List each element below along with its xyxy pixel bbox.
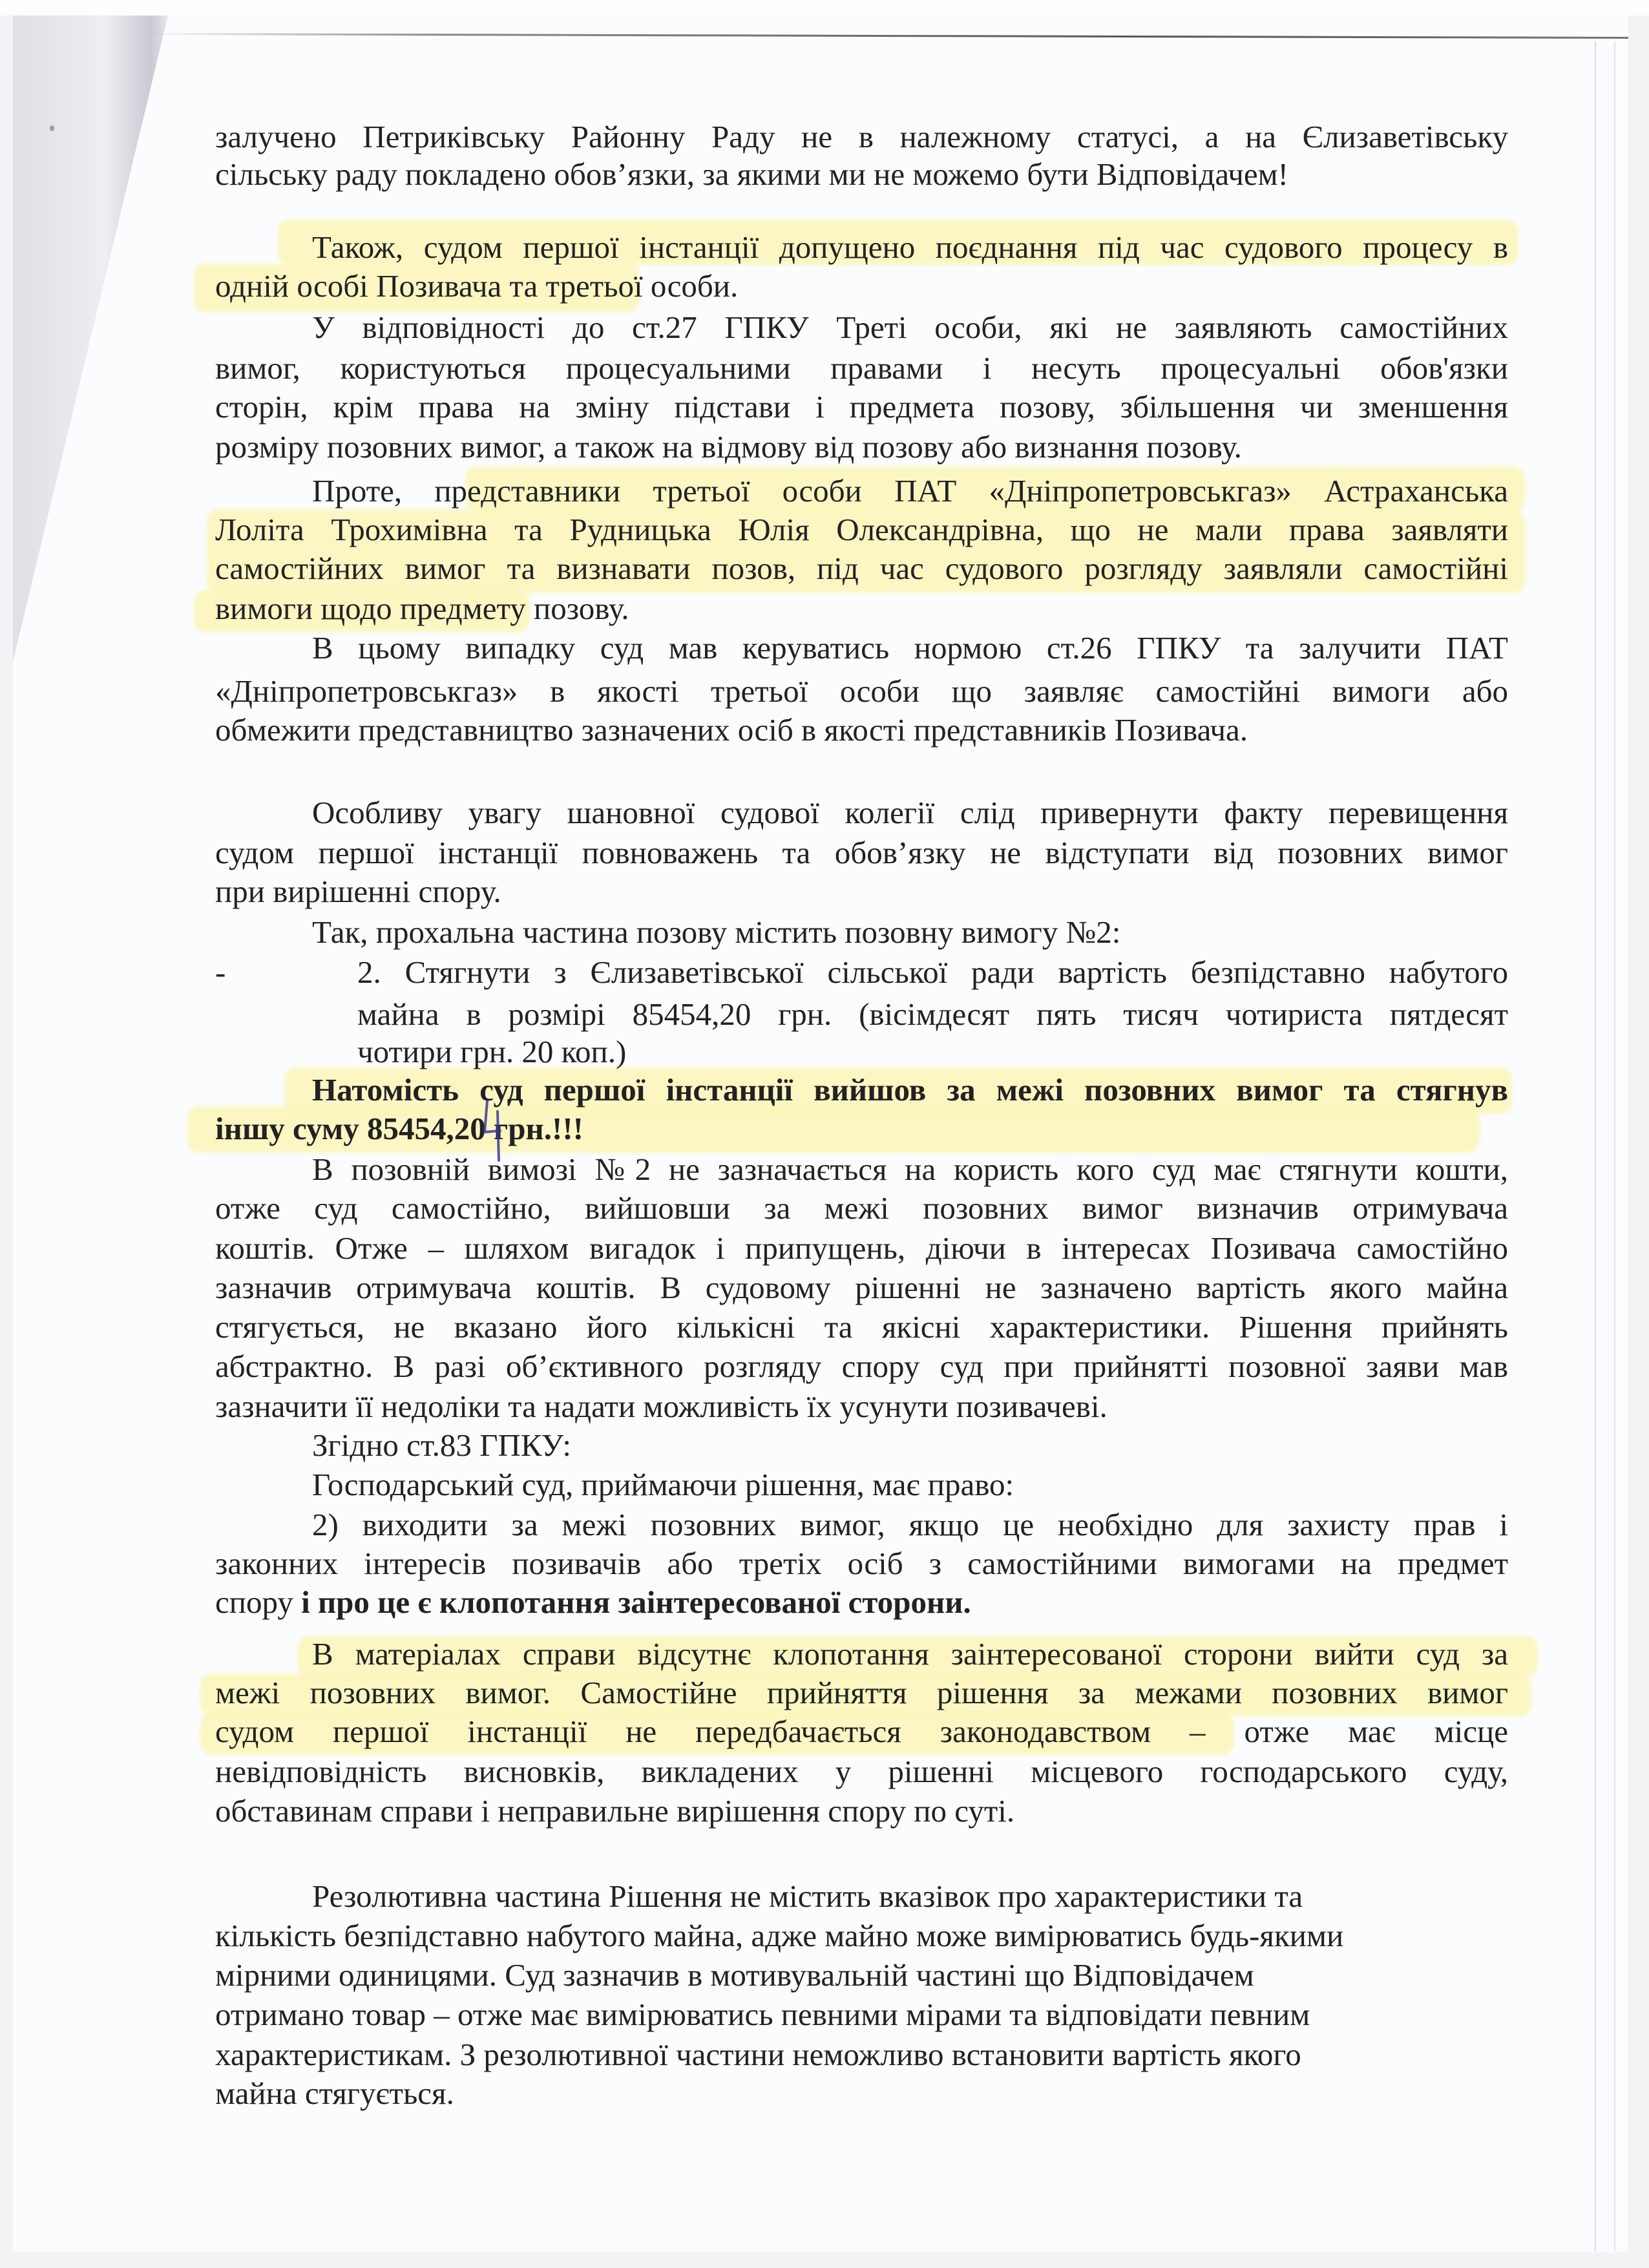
text-line: Резолютивна частина Рішення не містить вказівок про характеристики та	[312, 1878, 1303, 1914]
text-line: залучено Петриківську Районну Раду не в належному статусі, а на Єлизаветівську	[215, 119, 1508, 154]
text-run: спору	[215, 1584, 293, 1620]
text-line: абстрактно. В разі об’єктивного розгляду спору суд при прийнятті позовної заяви мав	[215, 1349, 1508, 1384]
text-line: «Дніпропетровськгаз» в якості третьої особи що заявляє самостійні вимоги або	[215, 673, 1508, 709]
scan-border-top	[0, 0, 1649, 16]
emphasis-line: Натомість суд першої інстанції вийшов за межі позовних вимог та стягнув	[312, 1072, 1508, 1108]
list-bullet: -	[215, 954, 226, 990]
scan-speck	[50, 125, 54, 131]
text-line: кількість безпідставно набутого майна, адже майно може вимірюватись будь-якими	[215, 1918, 1344, 1953]
list-item-text: майна в розмірі 85454,20 грн. (вісімдесят пять тисяч чотириста пятдесят	[357, 996, 1508, 1032]
list-item-text: чотири грн. 20 коп.)	[357, 1034, 627, 1069]
text-line: 2) виходити за межі позовних вимог, якщо це необхідно для захисту прав і	[312, 1507, 1508, 1542]
text-line: законних інтересів позивачів або третіх осіб з самостійними вимогами на предмет	[215, 1546, 1508, 1581]
text-line: отримано товар – отже має вимірюватись певними мірами та відповідати певним	[215, 1997, 1310, 2032]
text-line: судом першої інстанції не передбачається законодавством – отже має місце	[215, 1714, 1508, 1749]
text-line: характеристикам. З резолютивної частини неможливо встановити вартість якого	[215, 2037, 1301, 2072]
text-line: зазначив отримувача коштів. В судовому рішенні не зазначено вартість якого майна	[215, 1270, 1508, 1305]
text-line: Лоліта Трохимівна та Рудницька Юлія Олександрівна, що не мали права заявляти	[215, 512, 1508, 547]
text-line: вимог, користуються процесуальними правами і несуть процесуальні обов'язки	[215, 350, 1508, 386]
text-line: обмежити представництво зазначених осіб в якості представників Позивача.	[215, 712, 1248, 748]
text-line: Згідно ст.83 ГПКУ:	[312, 1427, 571, 1463]
bold-text-run: і про це є клопотання заінтересованої сторони	[301, 1584, 963, 1620]
text-line: сторін, крім права на зміну підстави і предмета позову, збільшення чи зменшення	[215, 389, 1508, 425]
text-line: зазначити її недоліки та надати можливість їх усунути позивачеві.	[215, 1389, 1108, 1424]
text-line: вимоги щодо предмету позову.	[215, 591, 629, 626]
text-line: обставинам справи і неправильне вирішення спору по суті.	[215, 1793, 1015, 1829]
text-line: коштів. Отже – шляхом вигадок і припущень, діючи в інтересах Позивача самостійно	[215, 1230, 1508, 1266]
page-fold-shadow	[13, 16, 181, 2252]
text-line: В позовній вимозі №2 не зазначається на користь кого суд має стягнути кошти,	[312, 1151, 1508, 1187]
text-line: У відповідності до ст.27 ГПКУ Треті особи, які не заявляють самостійних	[312, 310, 1508, 345]
text-line: мірними одиницями. Суд зазначив в мотивувальній частині що Відповідачем	[215, 1957, 1254, 1993]
page-right-edge	[1595, 41, 1596, 2251]
text-line: межі позовних вимог. Самостійне прийняття рішення за межами позовних вимог	[215, 1675, 1508, 1710]
text-line: майна стягується.	[215, 2075, 454, 2111]
list-item-text: 2. Стягнути з Єлизаветівської сільської ради вартість безпідставно набутого	[357, 954, 1508, 990]
text-line: В матеріалах справи відсутнє клопотання заінтересованої сторони вийти суд за	[312, 1636, 1508, 1672]
text-line: одній особі Позивача та третьої особи.	[215, 268, 739, 304]
bold-text-run: .	[963, 1584, 971, 1620]
text-line: В цьому випадку суд мав керуватись нормою ст.26 ГПКУ та залучити ПАТ	[312, 630, 1508, 666]
text-line: отже суд самостійно, вийшовши за межі позовних вимог визначив отримувача	[215, 1190, 1508, 1226]
text-line: Особливу увагу шановної судової колегії слід привернути факту перевищення	[312, 795, 1508, 830]
text-line: розміру позовних вимог, а також на відмову від позову або визнання позову.	[215, 429, 1242, 465]
emphasis-line: іншу суму 85454,20 грн.!!!	[215, 1111, 583, 1146]
text-line: сільську раду покладено обов’язки, за якими ми не можемо бути Відповідачем!	[215, 156, 1288, 192]
text-line: Господарський суд, приймаючи рішення, має право:	[312, 1467, 1014, 1502]
text-line: Так, прохальна частина позову містить позовну вимогу №2:	[312, 914, 1121, 950]
text-line: Також, судом першої інстанції допущено поєднання під час судового процесу в	[312, 229, 1508, 265]
handwritten-correction-mark	[478, 1098, 504, 1163]
page-top-edge	[142, 33, 1628, 39]
text-line: при вирішенні спору.	[215, 874, 501, 909]
text-line: Проте, представники третьої особи ПАТ «Дніпропетровськгаз» Астраханська	[312, 473, 1508, 509]
text-line: стягується, не вказано його кількісні та якісні характеристики. Рішення прийнять	[215, 1309, 1508, 1345]
text-line: судом першої інстанції повноважень та обов’язку не відступати від позовних вимог	[215, 835, 1508, 870]
page-right-edge-outer	[1614, 41, 1615, 2251]
text-line: самостійних вимог та визнавати позов, під час судового розгляду заявляли самостійні	[215, 551, 1508, 586]
text-line: невідповідність висновків, викладених у рішенні місцевого господарського суду,	[215, 1754, 1508, 1789]
text-line	[215, 1583, 1508, 1622]
